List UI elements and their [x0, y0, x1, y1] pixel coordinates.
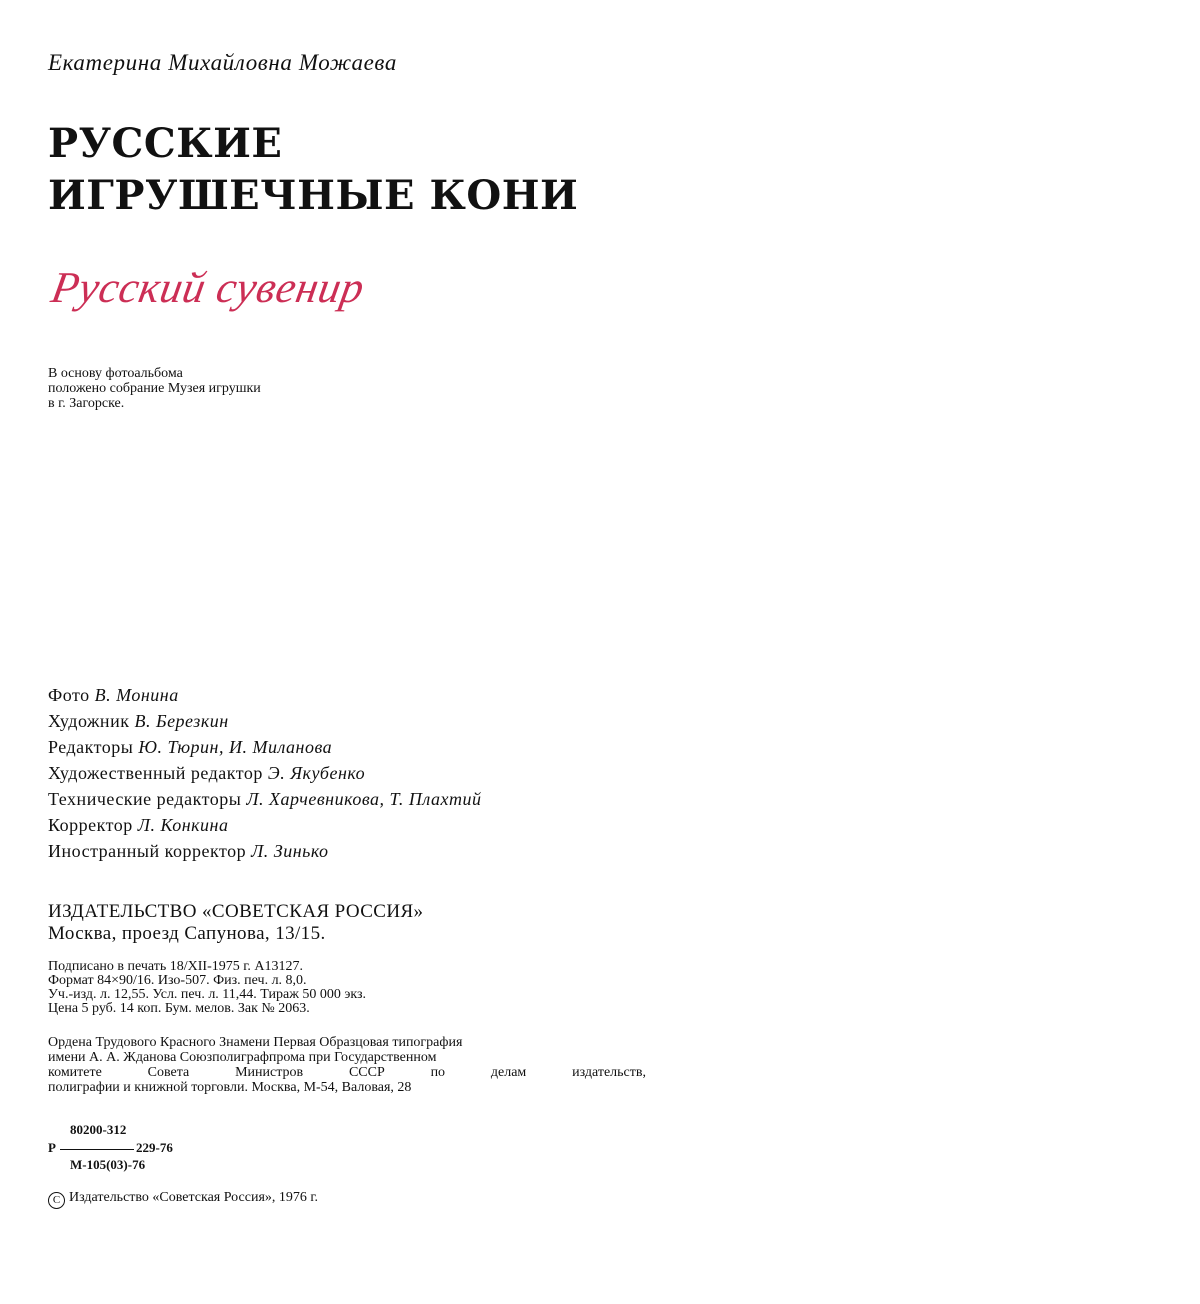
basis-note-line: В основу фотоальбома [48, 366, 183, 381]
catalog-code-right: 229-76 [136, 1140, 173, 1155]
catalog-code-top: 80200-312 [70, 1122, 127, 1137]
credits-list [48, 682, 481, 864]
credit-names: Л. Харчевникова, Т. Плахтий [246, 789, 482, 809]
publisher-name: ИЗДАТЕЛЬСТВО «СОВЕТСКАЯ РОССИЯ» [48, 901, 424, 922]
credit-editors [48, 734, 481, 760]
basis-note-line: положено собрание Музея игрушки [48, 381, 261, 396]
credit-role: Редакторы [48, 737, 134, 757]
printer-info-line: Ордена Трудового Красного Знамени Первая Образцовая типография [48, 1035, 463, 1050]
credit-art-editor [48, 760, 481, 786]
credit-role: Иностранный корректор [48, 841, 247, 861]
credit-names: Ю. Тюрин, И. Миланова [138, 737, 333, 757]
credit-photo [48, 682, 481, 708]
catalog-code-prefix: Р [48, 1140, 56, 1155]
printer-info [48, 1035, 646, 1095]
credit-role: Художественный редактор [48, 763, 263, 783]
printing-detail-line: Цена 5 руб. 14 коп. Бум. мелов. Зак № 2063. [48, 1001, 310, 1016]
credit-artist [48, 708, 481, 734]
author-name: Екатерина Михайловна Можаева [48, 50, 397, 75]
series-name: Русский сувенир [47, 263, 369, 312]
credit-names: В. Монина [94, 685, 179, 705]
catalog-code-divider [60, 1149, 134, 1150]
printer-info-line: полиграфии и книжной торговли. Москва, М-54, Валовая, 28 [48, 1080, 412, 1095]
credit-names: Л. Зинько [251, 841, 329, 861]
book-title-line-2: ИГРУШЕЧНЫЕ КОНИ [48, 172, 579, 219]
credit-names: В. Березкин [134, 711, 229, 731]
book-title [48, 118, 578, 222]
credit-role: Художник [48, 711, 130, 731]
basis-note [48, 366, 261, 411]
copyright-line [48, 1190, 318, 1209]
basis-note-line: в г. Загорске. [48, 396, 125, 411]
credit-role: Корректор [48, 815, 133, 835]
printer-info-line: имени А. А. Жданова Союзполиграфпрома при Государственном [48, 1050, 437, 1065]
credit-names: Л. Конкина [137, 815, 229, 835]
printing-detail-line: Подписано в печать 18/XII-1975 г. А13127. [48, 959, 304, 974]
catalog-code-bottom: М-105(03)-76 [70, 1157, 146, 1172]
credit-role: Технические редакторы [48, 789, 242, 809]
credit-role: Фото [48, 685, 90, 705]
printing-detail-line: Уч.-изд. л. 12,55. Усл. печ. л. 11,44. Тираж 50 000 экз. [48, 987, 367, 1002]
credit-names: Э. Якубенко [267, 763, 366, 783]
publisher-address: Москва, проезд Сапунова, 13/15. [48, 923, 326, 944]
printer-info-line: комитете Совета Министров СССР по делам издательств, [48, 1065, 646, 1080]
credit-proofreader [48, 812, 481, 838]
credit-tech-editors [48, 786, 481, 812]
printing-details [48, 960, 366, 1016]
copyright-text: Издательство «Советская Россия», 1976 г. [69, 1190, 319, 1205]
printing-detail-line: Формат 84×90/16. Изо-507. Физ. печ. л. 8,0. [48, 973, 307, 988]
book-title-line-1: РУССКИЕ [48, 120, 283, 167]
catalog-codes [48, 1122, 248, 1174]
publisher-block [48, 901, 423, 945]
copyright-icon: C [48, 1192, 65, 1209]
credit-foreign-proofreader [48, 838, 481, 864]
